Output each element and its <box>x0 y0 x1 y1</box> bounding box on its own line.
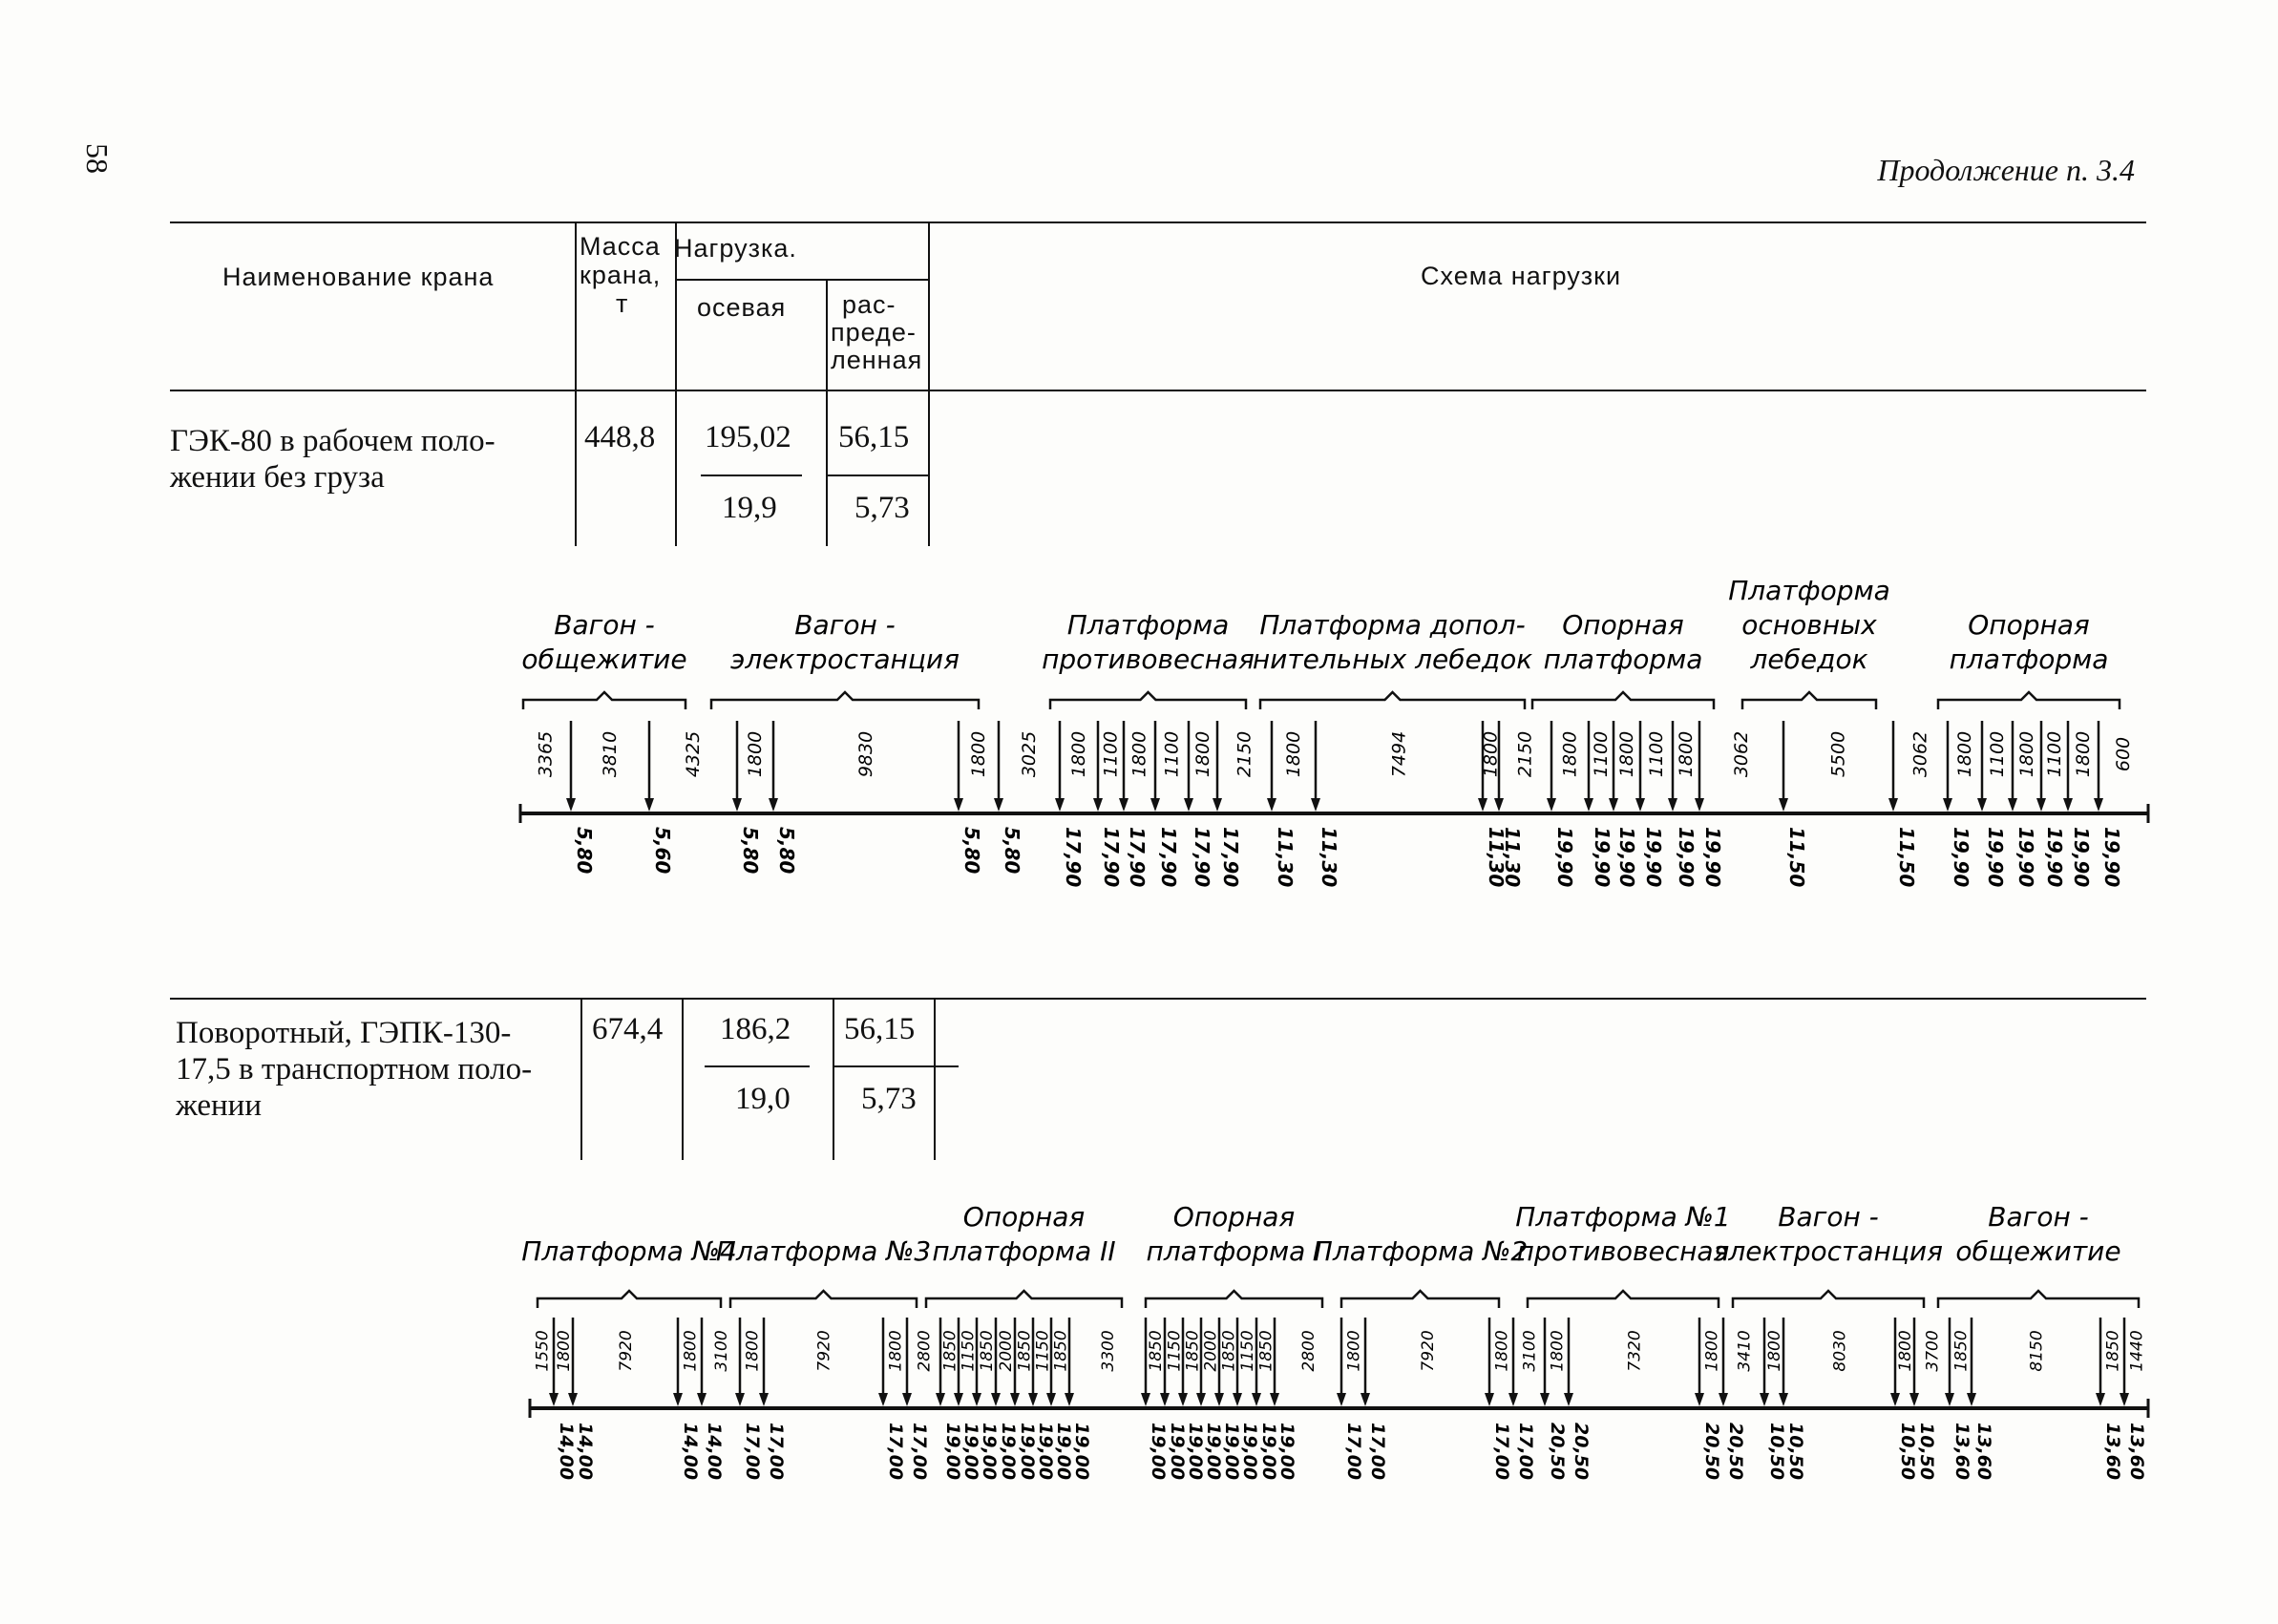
group-label: Вагон - <box>554 609 655 641</box>
axle-load-label: 5,80 <box>739 827 762 875</box>
axial-load-1-bottom: 19,9 <box>722 491 777 525</box>
dimension-label: 3062 <box>1731 730 1752 778</box>
header-mass-line2: крана, <box>580 261 662 289</box>
axle-arrowhead <box>936 1393 945 1406</box>
group-label: электростанция <box>730 643 960 675</box>
axle-load-label: 17,00 <box>766 1423 787 1481</box>
dimension-label: 2800 <box>1299 1330 1318 1372</box>
dimension-label: 1850 <box>1219 1330 1239 1372</box>
dimension-label: 3810 <box>600 730 621 778</box>
distributed-load-2-top: 56,15 <box>844 1012 916 1046</box>
axial-load-2-bottom: 19,0 <box>735 1082 791 1116</box>
dimension-label: 1850 <box>1951 1330 1972 1372</box>
crane-mass-1: 448,8 <box>584 420 656 454</box>
dimension-label: 1100 <box>1100 730 1122 778</box>
axle-load-label: 10,50 <box>1766 1423 1787 1481</box>
group-brace <box>1528 1291 1719 1308</box>
dimension-label: 2000 <box>997 1330 1016 1372</box>
dimension-label: 1850 <box>978 1330 997 1372</box>
group-label: Вагон - <box>794 609 896 641</box>
group-label: электростанция <box>1714 1235 1943 1267</box>
axle-load-label: 19,00 <box>1258 1423 1279 1481</box>
dimension-label: 7920 <box>617 1330 636 1372</box>
axle-arrowhead <box>1485 1393 1494 1406</box>
dimension-label: 1800 <box>1616 730 1637 778</box>
group-label: противовесная <box>1516 1235 1730 1267</box>
axle-load-label: 5,60 <box>651 827 674 875</box>
group-label: Опорная <box>962 1201 1086 1233</box>
dimension-label: 2150 <box>1514 730 1536 778</box>
axle-load-label: 19,90 <box>2100 827 2123 888</box>
axle-load-label: 19,00 <box>979 1423 1000 1481</box>
dimension-label: 1800 <box>555 1330 574 1372</box>
axle-load-label: 11,30 <box>1501 827 1524 888</box>
dimension-label: 7920 <box>814 1330 834 1372</box>
axle-arrowhead <box>954 1393 963 1406</box>
group-label: платформа <box>1949 643 2109 675</box>
axle-arrowhead <box>1967 1393 1976 1406</box>
axle-load-label: 14,00 <box>704 1423 725 1481</box>
axle-load-label: 19,90 <box>1642 827 1665 888</box>
dimension-label: 1800 <box>886 1330 906 1372</box>
group-label: противовесная <box>1042 643 1255 675</box>
axle-load-label: 19,00 <box>1185 1423 1206 1481</box>
axle-arrowhead <box>1178 1393 1188 1406</box>
dimension-label: 8030 <box>1830 1330 1850 1372</box>
header-mass-line3: т <box>616 289 629 318</box>
axle-arrowhead <box>1252 1393 1261 1406</box>
dimension-label: 3100 <box>1520 1330 1540 1372</box>
dimension-label: 3100 <box>712 1330 731 1372</box>
dimension-label: 7920 <box>1419 1330 1438 1372</box>
axle-arrowhead <box>1564 1393 1573 1406</box>
dimension-label: 2000 <box>1201 1330 1221 1372</box>
dimension-label: 1100 <box>1591 730 1612 778</box>
group-label: Платформа №1 <box>1515 1201 1731 1233</box>
group-label: основных <box>1741 609 1877 641</box>
axle-load-label: 5,80 <box>775 827 798 875</box>
group-label: Вагон - <box>1778 1201 1879 1233</box>
dimension-label: 7494 <box>1388 730 1410 778</box>
page-number: 58 <box>80 143 115 174</box>
axle-load-label: 17,90 <box>1191 827 1213 888</box>
dimension-label: 1850 <box>2103 1330 2123 1372</box>
axle-arrowhead <box>1508 1393 1518 1406</box>
dimension-label: 2800 <box>915 1330 935 1372</box>
group-label: Опорная <box>1968 609 2090 641</box>
crane-mass-2: 674,4 <box>592 1012 664 1046</box>
axle-load-label: 19,00 <box>1148 1423 1169 1481</box>
dimension-label: 1800 <box>1068 730 1089 778</box>
group-label: Платформа №4 <box>521 1235 737 1267</box>
dimension-label: 1800 <box>1954 730 1975 778</box>
group-label: Платформа допол- <box>1259 609 1526 641</box>
dimension-label: 7320 <box>1625 1330 1645 1372</box>
crane-name-1-line2: жении без груза <box>170 460 385 495</box>
axle-load-label: 10,50 <box>1897 1423 1918 1481</box>
axle-load-label: 13,60 <box>2126 1423 2147 1481</box>
group-label: Платформа №3 <box>715 1235 932 1267</box>
distributed-load-2-bottom: 5,73 <box>861 1082 917 1116</box>
axle-load-label: 11,50 <box>1785 827 1808 888</box>
dimension-label: 1100 <box>1987 730 2008 778</box>
group-label: общежитие <box>1955 1235 2121 1267</box>
axle-load-label: 14,00 <box>556 1423 577 1481</box>
axle-arrowhead <box>2096 1393 2105 1406</box>
dimension-label: 3365 <box>535 730 557 778</box>
group-brace <box>1146 1291 1322 1308</box>
axle-load-label: 19,90 <box>1553 827 1576 888</box>
axle-load-label: 19,00 <box>998 1423 1019 1481</box>
group-label: платформа <box>1543 643 1703 675</box>
dimension-label: 600 <box>2113 736 2134 772</box>
dimension-label: 1800 <box>968 730 989 778</box>
dimension-label: 1850 <box>1051 1330 1071 1372</box>
header-load: Нагрузка. <box>674 234 797 263</box>
axle-load-label: 19,90 <box>1984 827 2007 888</box>
group-brace <box>926 1291 1122 1308</box>
dimension-label: 3025 <box>1019 730 1040 778</box>
group-brace <box>1733 1291 1924 1308</box>
dimension-label: 1800 <box>1480 730 1502 778</box>
group-label: лебедок <box>1750 643 1868 675</box>
dimension-label: 1800 <box>1702 1330 1722 1372</box>
dimension-label: 1100 <box>1161 730 1183 778</box>
dimension-label: 1800 <box>743 1330 763 1372</box>
dimension-label: 1150 <box>1238 1330 1257 1372</box>
axle-arrowhead <box>549 1393 559 1406</box>
axle-load-label: 20,50 <box>1725 1423 1746 1481</box>
axle-load-label: 19,00 <box>1035 1423 1056 1481</box>
axle-arrowhead <box>568 1393 578 1406</box>
header-distributed-line2: преде- <box>831 318 917 347</box>
axle-load-label: 19,90 <box>2070 827 2093 888</box>
axle-load-label: 19,00 <box>1239 1423 1260 1481</box>
axle-arrowhead <box>1065 1393 1074 1406</box>
axle-load-label: 11,30 <box>1274 827 1297 888</box>
axle-load-label: 17,90 <box>1126 827 1149 888</box>
axial-load-1-top: 195,02 <box>705 420 791 454</box>
axle-load-label: 11,50 <box>1895 827 1918 888</box>
axle-load-label: 11,30 <box>1485 827 1508 888</box>
dimension-label: 1800 <box>1676 730 1697 778</box>
axle-load-label: 20,50 <box>1547 1423 1568 1481</box>
axle-arrowhead <box>735 1393 745 1406</box>
axle-load-label: 17,00 <box>1343 1423 1364 1481</box>
group-label: Вагон - <box>1988 1201 2089 1233</box>
axle-arrowhead <box>1214 1393 1224 1406</box>
dimension-label: 1800 <box>1765 1330 1784 1372</box>
axle-arrowhead <box>991 1393 1001 1406</box>
axle-load-label: 19,00 <box>1071 1423 1092 1481</box>
axle-arrowhead <box>2120 1393 2129 1406</box>
dimension-label: 1800 <box>745 730 766 778</box>
axle-arrowhead <box>1695 1393 1704 1406</box>
dimension-label: 1550 <box>533 1330 553 1372</box>
axle-arrowhead <box>1337 1393 1346 1406</box>
distributed-load-1-bottom: 5,73 <box>854 491 910 525</box>
axle-load-label: 20,50 <box>1701 1423 1722 1481</box>
axle-arrowhead <box>1760 1393 1769 1406</box>
axle-load-label: 14,00 <box>575 1423 596 1481</box>
axle-arrowhead <box>1890 1393 1900 1406</box>
crane-name-2-line3: жении <box>176 1088 262 1123</box>
axle-arrowhead <box>1540 1393 1550 1406</box>
axle-load-label: 5,80 <box>960 827 983 875</box>
dimension-label: 2150 <box>1234 730 1255 778</box>
dimension-label: 1100 <box>1646 730 1667 778</box>
dimension-label: 5500 <box>1827 730 1849 778</box>
axle-arrowhead <box>697 1393 707 1406</box>
dimension-label: 1850 <box>1183 1330 1203 1372</box>
crane-name-2-line1: Поворотный, ГЭПК-130- <box>176 1016 512 1050</box>
dimension-label: 8150 <box>2027 1330 2047 1372</box>
axle-arrowhead <box>878 1393 888 1406</box>
group-brace <box>538 1291 721 1308</box>
dimension-label: 1800 <box>2073 730 2094 778</box>
axle-load-label: 19,90 <box>1701 827 1724 888</box>
group-label: общежитие <box>521 643 687 675</box>
axle-arrowhead <box>1779 1393 1788 1406</box>
crane-name-2-line2: 17,5 в транспортном поло- <box>176 1052 533 1086</box>
group-label: нительных лебедок <box>1252 643 1533 675</box>
dimension-label: 1850 <box>1256 1330 1276 1372</box>
axle-load-label: 19,00 <box>1203 1423 1224 1481</box>
distributed-load-1-top: 56,15 <box>838 420 910 454</box>
axle-load-label: 19,00 <box>1276 1423 1297 1481</box>
axle-load-label: 19,00 <box>1221 1423 1242 1481</box>
axle-load-label: 19,90 <box>1615 827 1638 888</box>
dimension-label: 1800 <box>1896 1330 1915 1372</box>
axle-arrowhead <box>1233 1393 1242 1406</box>
dimension-label: 1800 <box>1192 730 1213 778</box>
group-brace <box>1938 1291 2139 1308</box>
axle-load-label: 19,90 <box>1591 827 1614 888</box>
header-crane-name: Наименование крана <box>222 263 495 291</box>
axle-load-label: 17,00 <box>742 1423 763 1481</box>
axle-load-label: 19,90 <box>2043 827 2066 888</box>
axle-arrowhead <box>1141 1393 1150 1406</box>
axle-load-label: 17,90 <box>1062 827 1085 888</box>
axle-arrowhead <box>972 1393 981 1406</box>
dimension-label: 1800 <box>681 1330 701 1372</box>
dimension-label: 1850 <box>1015 1330 1035 1372</box>
group-label: Опорная <box>1562 609 1684 641</box>
header-distributed-line3: ленная <box>831 346 923 374</box>
dimension-label: 9830 <box>855 730 876 778</box>
axle-load-label: 19,00 <box>942 1423 963 1481</box>
axle-load-label: 13,60 <box>2102 1423 2123 1481</box>
axle-load-label: 19,90 <box>1675 827 1698 888</box>
axle-arrowhead <box>1909 1393 1919 1406</box>
axle-arrowhead <box>1160 1393 1170 1406</box>
dimension-label: 1800 <box>1283 730 1304 778</box>
group-brace <box>730 1291 917 1308</box>
axial-load-2-top: 186,2 <box>720 1012 791 1046</box>
group-label: платформа I <box>1146 1235 1322 1267</box>
group-brace <box>1341 1291 1499 1308</box>
dimension-label: 1800 <box>1492 1330 1512 1372</box>
header-distributed-line1: рас- <box>842 290 896 319</box>
axle-load-label: 13,60 <box>1951 1423 1972 1481</box>
axle-load-label: 17,00 <box>1491 1423 1512 1481</box>
axle-load-label: 13,60 <box>1973 1423 1994 1481</box>
axle-arrowhead <box>1010 1393 1020 1406</box>
axle-arrowhead <box>1360 1393 1370 1406</box>
axle-load-label: 17,90 <box>1157 827 1180 888</box>
axle-arrowhead <box>902 1393 912 1406</box>
dimension-label: 1800 <box>1548 1330 1568 1372</box>
group-label: Опорная <box>1172 1201 1296 1233</box>
axle-load-label: 19,00 <box>1167 1423 1188 1481</box>
axle-arrowhead <box>1719 1393 1728 1406</box>
axle-load-label: 19,90 <box>1950 827 1972 888</box>
dimension-label: 1850 <box>940 1330 960 1372</box>
axle-load-label: 10,50 <box>1785 1423 1806 1481</box>
dimension-label: 1800 <box>1559 730 1581 778</box>
axle-load-label: 17,90 <box>1100 827 1123 888</box>
dimension-label: 3700 <box>1923 1330 1943 1372</box>
axle-load-label: 11,30 <box>1318 827 1340 888</box>
axle-load-label: 19,00 <box>1053 1423 1074 1481</box>
axle-load-label: 17,00 <box>1367 1423 1388 1481</box>
group-label: платформа II <box>932 1235 1116 1267</box>
dimension-label: 1150 <box>1033 1330 1053 1372</box>
crane-name-1-line1: ГЭК-80 в рабочем поло- <box>170 424 496 458</box>
dimension-label: 1100 <box>2044 730 2065 778</box>
header-scheme: Схема нагрузки <box>1421 262 1622 290</box>
axle-load-label: 19,90 <box>2014 827 2037 888</box>
axle-load-label: 17,90 <box>1219 827 1242 888</box>
dimension-label: 1800 <box>1344 1330 1364 1372</box>
axle-load-label: 14,00 <box>680 1423 701 1481</box>
header-axial: осевая <box>697 293 787 322</box>
axle-arrowhead <box>1196 1393 1206 1406</box>
dimension-label: 1150 <box>1165 1330 1185 1372</box>
dimension-label: 1800 <box>1128 730 1150 778</box>
dimension-label: 1150 <box>959 1330 979 1372</box>
continuation-label: Продолжение п. 3.4 <box>1877 153 2135 187</box>
axle-load-label: 19,00 <box>1017 1423 1038 1481</box>
dimension-label: 3062 <box>1909 730 1931 778</box>
axle-arrowhead <box>759 1393 769 1406</box>
dimension-label: 1440 <box>2127 1330 2147 1372</box>
axle-load-label: 10,50 <box>1916 1423 1937 1481</box>
axle-arrowhead <box>1945 1393 1954 1406</box>
dimension-label: 1850 <box>1147 1330 1166 1372</box>
header-mass-line1: Масса <box>580 232 661 261</box>
dimension-label: 3300 <box>1099 1330 1118 1372</box>
axle-load-label: 17,00 <box>885 1423 906 1481</box>
axle-load-label: 5,80 <box>1001 827 1023 875</box>
group-label: Платформа <box>1728 575 1890 606</box>
axle-load-label: 20,50 <box>1571 1423 1592 1481</box>
axle-load-label: 17,00 <box>1515 1423 1536 1481</box>
dimension-label: 1800 <box>2016 730 2037 778</box>
axle-arrowhead <box>1046 1393 1056 1406</box>
axle-load-label: 17,00 <box>909 1423 930 1481</box>
axle-load-label: 19,00 <box>960 1423 981 1481</box>
axle-arrowhead <box>673 1393 683 1406</box>
axle-arrowhead <box>1028 1393 1038 1406</box>
dimension-label: 4325 <box>683 730 704 778</box>
group-label: Платформа <box>1066 609 1230 641</box>
dimension-label: 3410 <box>1735 1330 1755 1372</box>
group-label: Платформа №2 <box>1312 1235 1529 1267</box>
axle-load-label: 5,80 <box>573 827 596 875</box>
axle-arrowhead <box>1270 1393 1279 1406</box>
